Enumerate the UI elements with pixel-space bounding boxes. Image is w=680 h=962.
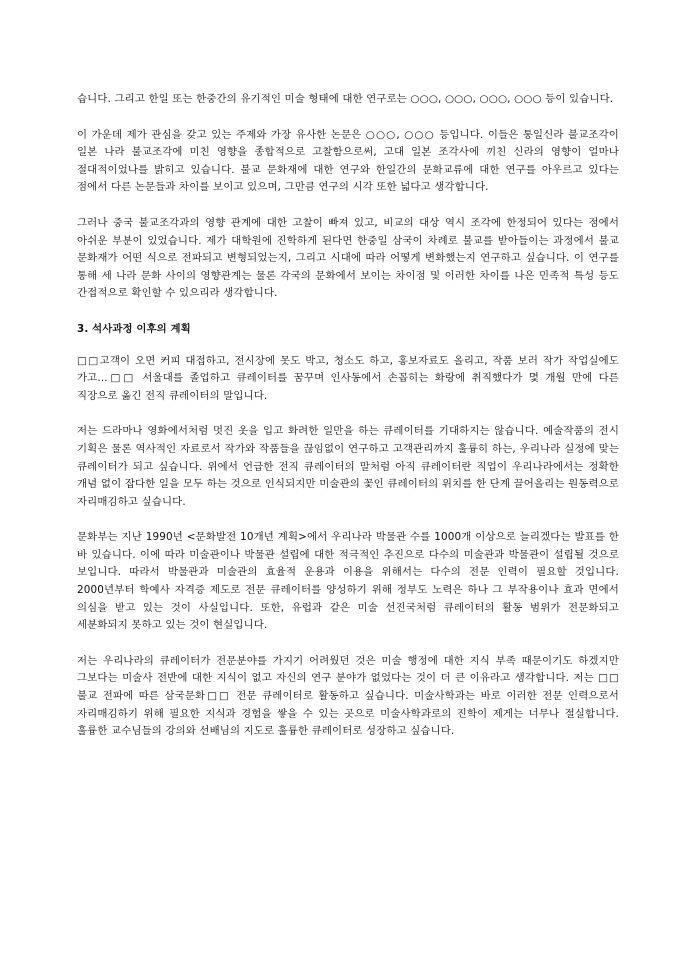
paragraph-prior-research-list: 습니다. 그리고 한일 또는 한중간의 유기적인 미술 형태에 대한 연구로는 ○○○, ○○○, ○○○, ○○○ 등이 있습니다. <box>77 93 614 105</box>
paragraph-museum-policy: 문화부는 지난 1990년 <문화발전 10개년 계획>에서 우리나라 박물관 수를 1000개 이상으로 늘리겠다는 발표를 한 바 있습니다. 이에 따라 미술관이나 박물관 설립에 대한 적극적인 추진으로 다수의 미술관과 박물관이 설립될 것으로 보입니다. 따라서 박물관과 미술관의 효율적 운용과 이용을 위해서는 다수의 전문 인력이 필요할 것입니다. 2000년부터 학예사 자격증 제도로 전문 큐레이터를 양성하기 위해 정부도 노력은 하나 그 부작용이나 효과 면에서 의심을 받고 있는 것이 사실입니다. 또한, 유럽과 같은 미술 선진국처럼 큐레이터의 활동 범위가 전문화되고 세분화되지 못하고 있는 것이 현실입니다. <box>77 531 619 632</box>
paragraph-specialist-goal: 저는 우리나라의 큐레이터가 전문분야를 가지기 어려웠던 것은 미술 행정에 대한 지식 부족 때문이기도 하겠지만 그보다는 미술사 전반에 대한 지식이 없고 자신의 연구 분야가 없었다는 것이 더 큰 이유라고 생각합니다. 저는 □□불교 전파에 따른 삼국문화□□ 전문 큐레이터로 활동하고 싶습니다. 미술사학과는 바로 이러한 전문 인력으로서 자리매김하기 위해 필요한 지식과 경험을 쌓을 수 있는 곳으로 미술사학과로의 진학이 제게는 너무나 절실합니다. 훌륭한 교수님들의 강의와 선배님의 지도로 훌륭한 큐레이터로 성장하고 싶습니다. <box>77 654 619 738</box>
paragraph-research-plan: 그러나 중국 불교조각과의 영향 관계에 대한 고찰이 빠져 있고, 비교의 대상 역시 조각에 한정되어 있다는 점에서 아쉬운 부분이 있었습니다. 제가 대학원에 진학하게 된다면 한중일 삼국이 차례로 불교를 받아들이는 과정에서 불교 문화재가 어떤 식으로 전파되고 변형되었는지, 그리고 시대에 따라 어떻게 변화했는지 연구하고 싶습니다. 이 연구를 통해 세 나라 문화 사이의 영향관계는 물론 각국의 문화에서 보이는 차이점 및 이러한 차이를 나은 민족적 특성 등도 간접적으로 확인할 수 있으리라 생각합니다. <box>77 216 619 300</box>
paragraph-related-papers: 이 가운데 제가 관심을 갖고 있는 주제와 가장 유사한 논문은 ○○○, ○○○ 등입니다. 이들은 통일신라 불교조각이 일본 나라 불교조각에 미친 영향을 종합적으로 고찰함으로써, 고대 일본 조각사에 끼친 신라의 영향이 얼마나 절대적이었나를 밝히고 있습니다. 불교 문화재에 대한 연구와 한일간의 문화교류에 대한 연구를 아우르고 있다는 점에서 다른 논문들과 차이를 보이고 있으며, 그만큼 연구의 시각 또한 넓다고 생각합니다. <box>77 128 619 194</box>
section-heading-post-masters-plan: 3. 석사과정 이후의 계획 <box>77 322 191 335</box>
paragraph-curator-quote: □□고객이 오면 커피 대접하고, 전시장에 못도 박고, 청소도 하고, 홍보자료도 올리고, 작품 보러 작가 작업실에도 가고...□□ 서울대를 졸업하고 큐레이터를 꿈꾸며 인사동에서 손꼽히는 화랑에 취직했다가 몇 개월 만에 다른 직장으로 옮긴 전직 큐레이터의 말입니다. <box>77 354 619 402</box>
paragraph-curator-aspiration: 저는 드라마나 영화에서처럼 멋진 옷을 입고 화려한 일만을 하는 큐레이터를 기대하지는 않습니다. 예술작품의 전시 기획은 물론 역사적인 자료로서 작가와 작품들을 끊임없이 연구하고 고객관리까지 훌륭히 하는, 우리나라 실정에 맞는 큐레이터가 되고 싶습니다. 위에서 언급한 전직 큐레이터의 말처럼 아직 큐레이터란 직업이 우리나라에서는 정확한 개념 없이 잡다한 일을 모두 하는 것으로 인식되지만 미술관의 꽃인 큐레이터의 위치를 한 단계 끌어올리는 원동력으로 자리매김하고 싶습니다. <box>77 425 619 508</box>
